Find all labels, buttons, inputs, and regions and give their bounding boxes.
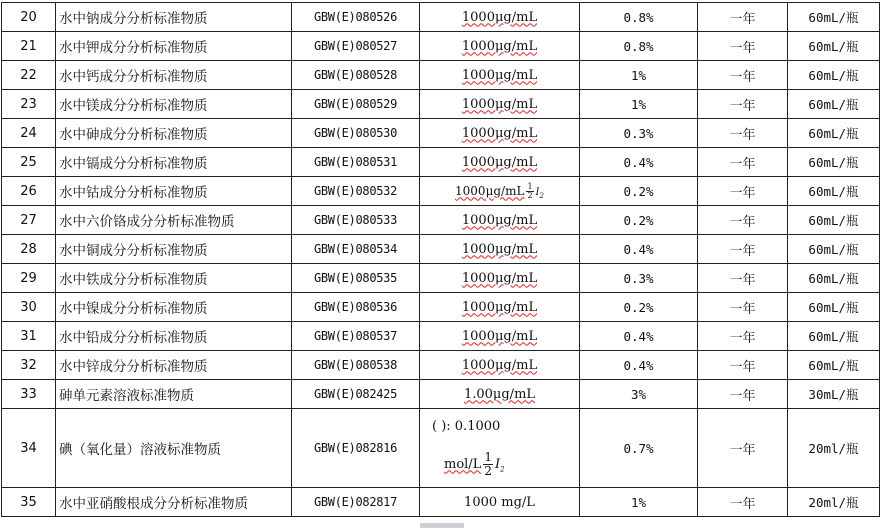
concentration — [420, 380, 580, 409]
material-code: GBW(E)080532 — [292, 177, 420, 206]
uncertainty: 0.7% — [580, 409, 698, 488]
material-name: 水中镍成分分析标准物质 — [56, 293, 292, 322]
material-code: GBW(E)080527 — [292, 32, 420, 61]
row-number: 21 — [2, 32, 56, 61]
uncertainty: 0.2% — [580, 206, 698, 235]
table-row — [2, 322, 880, 351]
table-row — [2, 148, 880, 177]
uncertainty: 0.3% — [580, 119, 698, 148]
material-code: GBW(E)082425 — [292, 380, 420, 409]
material-name: 水中镁成分分析标准物质 — [56, 90, 292, 119]
validity: 一年 — [698, 61, 788, 90]
row-number: 20 — [2, 3, 56, 32]
validity: 一年 — [698, 90, 788, 119]
concentration-value: 1000μg/mL — [461, 67, 538, 83]
table-row — [2, 32, 880, 61]
concentration-value: 1000μg/mL — [461, 241, 538, 257]
standard-materials-table — [1, 2, 880, 517]
validity: 一年 — [698, 488, 788, 517]
concentration-value: 1.00μg/mL — [463, 386, 536, 402]
package: 60mL/瓶 — [788, 177, 880, 206]
row-number: 25 — [2, 148, 56, 177]
package: 30mL/瓶 — [788, 380, 880, 409]
uncertainty: 1% — [580, 90, 698, 119]
concentration — [420, 409, 580, 488]
row-number: 28 — [2, 235, 56, 264]
material-code: GBW(E)082816 — [292, 409, 420, 488]
material-code: GBW(E)080537 — [292, 322, 420, 351]
uncertainty: 0.8% — [580, 3, 698, 32]
validity: 一年 — [698, 380, 788, 409]
table-row — [2, 90, 880, 119]
concentration-value: 1000μg/mL — [461, 125, 538, 141]
concentration-line-2: mol/L $\frac{1}{2}$ $I_2$ — [444, 449, 505, 478]
material-name: 水中钠成分分析标准物质 — [56, 3, 292, 32]
package: 60mL/瓶 — [788, 3, 880, 32]
validity: 一年 — [698, 409, 788, 488]
material-code: GBW(E)080535 — [292, 264, 420, 293]
package: 60mL/瓶 — [788, 264, 880, 293]
material-code: GBW(E)080538 — [292, 351, 420, 380]
scrollbar-thumb[interactable] — [420, 523, 464, 528]
concentration-value: 1000μg/mL — [461, 154, 538, 170]
uncertainty: 0.8% — [580, 32, 698, 61]
row-number: 30 — [2, 293, 56, 322]
material-name: 水中锌成分分析标准物质 — [56, 351, 292, 380]
validity: 一年 — [698, 322, 788, 351]
row-number: 34 — [2, 409, 56, 488]
validity: 一年 — [698, 3, 788, 32]
validity: 一年 — [698, 119, 788, 148]
material-code: GBW(E)080526 — [292, 3, 420, 32]
concentration-value: 1000μg/mL — [461, 328, 538, 344]
table-row — [2, 488, 880, 517]
concentration — [420, 351, 580, 380]
table-row — [2, 380, 880, 409]
row-number: 26 — [2, 177, 56, 206]
validity: 一年 — [698, 351, 788, 380]
iodine-symbol: $I_2$ — [494, 456, 505, 474]
concentration-line-1: ( ): 0.1000 — [432, 418, 501, 434]
row-number: 35 — [2, 488, 56, 517]
concentration — [420, 177, 580, 206]
table-row — [2, 206, 880, 235]
material-code: GBW(E)080529 — [292, 90, 420, 119]
material-name: 水中铜成分分析标准物质 — [56, 235, 292, 264]
table-row — [2, 61, 880, 90]
concentration — [420, 61, 580, 90]
package: 60mL/瓶 — [788, 351, 880, 380]
package: 60mL/瓶 — [788, 90, 880, 119]
concentration — [420, 322, 580, 351]
concentration — [420, 148, 580, 177]
row-number: 32 — [2, 351, 56, 380]
uncertainty: 3% — [580, 380, 698, 409]
concentration — [420, 3, 580, 32]
table-row — [2, 293, 880, 322]
material-name: 砷单元素溶液标准物质 — [56, 380, 292, 409]
validity: 一年 — [698, 32, 788, 61]
concentration-value: 1000μg/mL — [461, 96, 538, 112]
uncertainty: 1% — [580, 488, 698, 517]
validity: 一年 — [698, 264, 788, 293]
table-row — [2, 235, 880, 264]
material-name: 水中钙成分分析标准物质 — [56, 61, 292, 90]
package: 60mL/瓶 — [788, 119, 880, 148]
material-code: GBW(E)080536 — [292, 293, 420, 322]
material-name: 水中铅成分分析标准物质 — [56, 322, 292, 351]
material-code: GBW(E)082817 — [292, 488, 420, 517]
material-code: GBW(E)080533 — [292, 206, 420, 235]
table-row — [2, 409, 880, 488]
uncertainty: 0.2% — [580, 293, 698, 322]
material-name: 水中砷成分分析标准物质 — [56, 119, 292, 148]
material-name: 水中镉成分分析标准物质 — [56, 148, 292, 177]
table-row — [2, 351, 880, 380]
concentration — [420, 32, 580, 61]
fraction: $\frac{1}{2}$ — [527, 181, 533, 200]
concentration — [420, 293, 580, 322]
material-name: 水中亚硝酸根成分分析标准物质 — [56, 488, 292, 517]
table-row — [2, 177, 880, 206]
concentration: 1000 mg/L — [420, 488, 580, 517]
material-name: 水中铁成分分析标准物质 — [56, 264, 292, 293]
validity: 一年 — [698, 148, 788, 177]
row-number: 24 — [2, 119, 56, 148]
validity: 一年 — [698, 177, 788, 206]
package: 20ml/瓶 — [788, 409, 880, 488]
concentration — [420, 235, 580, 264]
concentration — [420, 90, 580, 119]
material-name: 水中钴成分分析标准物质 — [56, 177, 292, 206]
material-code: GBW(E)080534 — [292, 235, 420, 264]
row-number: 31 — [2, 322, 56, 351]
material-code: GBW(E)080528 — [292, 61, 420, 90]
package: 20ml/瓶 — [788, 488, 880, 517]
row-number: 29 — [2, 264, 56, 293]
material-name: 水中六价铬成分分析标准物质 — [56, 206, 292, 235]
row-number: 22 — [2, 61, 56, 90]
material-name: 水中钾成分分析标准物质 — [56, 32, 292, 61]
concentration — [420, 206, 580, 235]
table-row — [2, 119, 880, 148]
uncertainty: 0.2% — [580, 177, 698, 206]
uncertainty: 1% — [580, 61, 698, 90]
package: 60mL/瓶 — [788, 206, 880, 235]
uncertainty: 0.4% — [580, 351, 698, 380]
iodine-symbol: $I_2$ — [535, 186, 544, 200]
validity: 一年 — [698, 206, 788, 235]
concentration-value: 1000μg/mL — [461, 357, 538, 373]
row-number: 33 — [2, 380, 56, 409]
concentration — [420, 119, 580, 148]
package: 60mL/瓶 — [788, 32, 880, 61]
uncertainty: 0.4% — [580, 235, 698, 264]
concentration — [420, 264, 580, 293]
validity: 一年 — [698, 235, 788, 264]
fraction: $\frac{1}{2}$ — [484, 449, 492, 478]
concentration-value: 1000μg/mL — [461, 270, 538, 286]
row-number: 27 — [2, 206, 56, 235]
table-row — [2, 3, 880, 32]
package: 60mL/瓶 — [788, 148, 880, 177]
concentration-value: 1000μg/mL — [461, 299, 538, 315]
uncertainty: 0.4% — [580, 322, 698, 351]
concentration-value: 1000μg/mL — [461, 212, 538, 228]
material-code: GBW(E)080530 — [292, 119, 420, 148]
uncertainty: 0.3% — [580, 264, 698, 293]
table-row — [2, 264, 880, 293]
validity: 一年 — [698, 293, 788, 322]
package: 60mL/瓶 — [788, 322, 880, 351]
material-code: GBW(E)080531 — [292, 148, 420, 177]
package: 60mL/瓶 — [788, 235, 880, 264]
concentration-value: 1000μg/mL — [461, 38, 538, 54]
concentration-value: 1000μg/mL — [455, 183, 525, 198]
package: 60mL/瓶 — [788, 61, 880, 90]
package: 60mL/瓶 — [788, 293, 880, 322]
concentration-value: 1000μg/mL — [461, 9, 538, 25]
row-number: 23 — [2, 90, 56, 119]
material-name: 碘（氧化量）溶液标准物质 — [56, 409, 292, 488]
uncertainty: 0.4% — [580, 148, 698, 177]
